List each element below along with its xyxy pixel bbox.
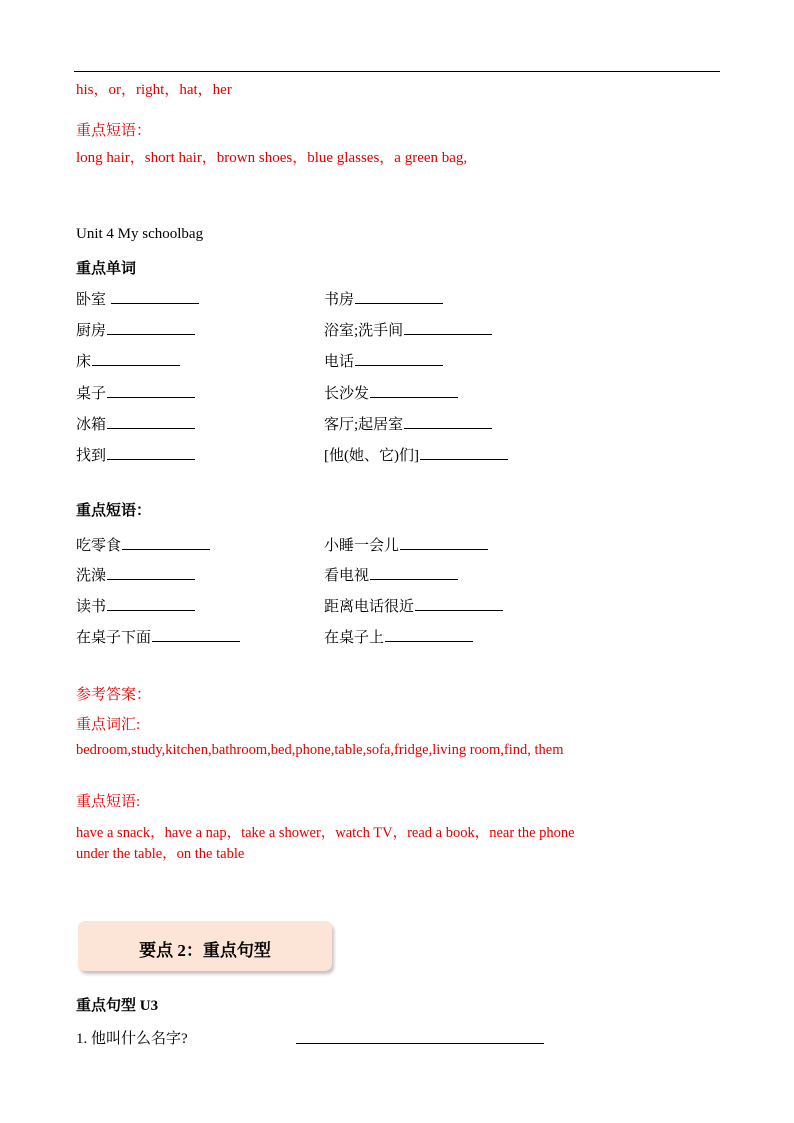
- phrase-item: [324, 534, 488, 555]
- phrase-item: [76, 534, 210, 555]
- phrase-item: [324, 564, 458, 585]
- phrase-label: 在桌子上: [324, 630, 385, 646]
- answer-blank[interactable]: [404, 320, 492, 335]
- vocab-label: 长沙发: [324, 386, 370, 402]
- answers-words-line: bedroom,study,kitchen,bathroom,bed,phone,table,sofa,fridge,living room,find, them: [76, 742, 564, 758]
- phrase-item: [324, 626, 473, 647]
- vocab-item: [76, 444, 195, 465]
- vocab-item: [76, 350, 180, 371]
- top-phrases-answer: long hair，short hair，brown shoes，blue glasses，a green bag,: [76, 150, 468, 166]
- phrase-label: 小睡一会儿: [324, 538, 400, 554]
- phrase-label: 读书: [76, 599, 107, 615]
- vocab-item: [324, 382, 458, 403]
- vocab-label: 找到: [76, 448, 107, 464]
- top-phrases-heading: 重点短语：: [76, 123, 152, 139]
- vocab-label: 书房: [324, 292, 355, 308]
- answer-blank[interactable]: [92, 351, 180, 366]
- vocab-item: [76, 413, 195, 434]
- phrase-item: [76, 626, 240, 647]
- vocab-item: [76, 288, 199, 309]
- vocab-label: 桌子: [76, 386, 107, 402]
- unit4-words-heading: 重点单词: [76, 261, 137, 277]
- phrase-label: 看电视: [324, 568, 370, 584]
- vocab-item: [76, 382, 195, 403]
- answer-blank[interactable]: [355, 289, 443, 304]
- answer-blank[interactable]: [355, 351, 443, 366]
- vocab-label: 厨房: [76, 323, 107, 339]
- answer-blank[interactable]: [385, 627, 473, 642]
- answers-phrases-heading: 重点短语:: [76, 794, 141, 810]
- vocab-label: 电话: [324, 354, 355, 370]
- answers-phrases-line: under the table，on the table: [76, 846, 245, 862]
- unit4-title: Unit 4 My schoolbag: [76, 226, 204, 242]
- answer-blank[interactable]: [370, 565, 458, 580]
- phrase-label: 洗澡: [76, 568, 107, 584]
- answer-blank[interactable]: [107, 596, 195, 611]
- answer-blank[interactable]: [107, 565, 195, 580]
- answer-blank[interactable]: [107, 383, 195, 398]
- vocab-item: [324, 413, 492, 434]
- unit4-phrases-heading: 重点短语：: [76, 503, 152, 519]
- answers-phrases-line: have a snack，have a nap，take a shower，watch TV，read a book，near the phone: [76, 825, 575, 841]
- answer-blank[interactable]: [122, 535, 210, 550]
- vocab-label: 床: [76, 354, 92, 370]
- answers-heading: 参考答案：: [76, 687, 152, 703]
- vocab-item: [324, 319, 492, 340]
- vocab-label: 冰箱: [76, 417, 107, 433]
- phrase-item: [76, 595, 195, 616]
- answer-blank[interactable]: [370, 383, 458, 398]
- answers-words-heading: 重点词汇:: [76, 717, 141, 733]
- vocab-label: [他(她、它)们]: [324, 448, 419, 464]
- sentences-heading: 重点句型 U3: [76, 998, 159, 1014]
- vocab-label: 客厅;起居室: [324, 417, 404, 433]
- vocab-item: [324, 350, 443, 371]
- answer-blank[interactable]: [296, 1029, 544, 1044]
- top-words-answer: his，or，right，hat，her: [76, 82, 232, 98]
- phrase-label: 在桌子下面: [76, 630, 152, 646]
- answer-blank[interactable]: [400, 535, 488, 550]
- vocab-item: [324, 444, 508, 465]
- answer-blank[interactable]: [420, 445, 508, 460]
- answer-blank[interactable]: [111, 289, 199, 304]
- answer-blank[interactable]: [107, 320, 195, 335]
- phrase-label: 距离电话很近: [324, 599, 415, 615]
- phrase-item: [324, 595, 503, 616]
- callout-label: 要点 2：重点句型: [139, 941, 271, 960]
- vocab-label: 浴室;洗手间: [324, 323, 404, 339]
- sentence-item: 1. 他叫什么名字?: [76, 1031, 188, 1047]
- answer-blank[interactable]: [415, 596, 503, 611]
- vocab-item: [324, 288, 443, 309]
- phrase-item: [76, 564, 195, 585]
- header-rule: [74, 71, 720, 72]
- vocab-item: [76, 319, 195, 340]
- answer-blank[interactable]: [152, 627, 240, 642]
- answer-blank[interactable]: [107, 445, 195, 460]
- answer-blank[interactable]: [404, 414, 492, 429]
- phrase-label: 吃零食: [76, 538, 122, 554]
- answer-blank[interactable]: [107, 414, 195, 429]
- vocab-label: 卧室: [76, 292, 110, 308]
- section-callout: [78, 921, 332, 971]
